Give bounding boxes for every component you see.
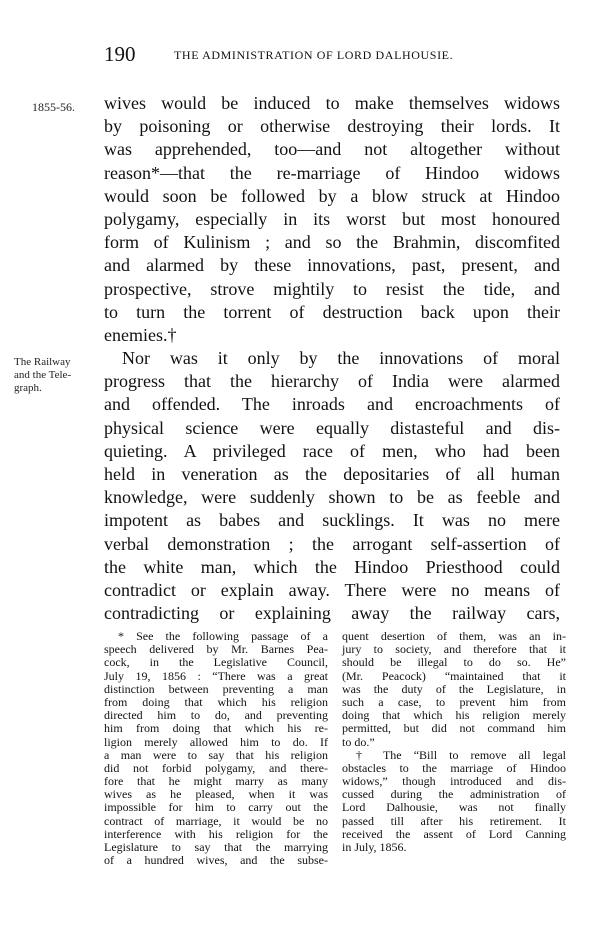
footnote-line: such a case, to prevent him from — [342, 694, 566, 709]
footnote-line: Lord Dalhousie, was not finally — [342, 800, 566, 815]
text-line: by poisoning or otherwise destroying their lords. It — [104, 116, 560, 137]
footnote-line: widows,” though introduced and dis- — [342, 774, 566, 789]
footnote-line: jury to society, and therefore that it — [342, 642, 566, 657]
footnote-line: † The “Bill to remove all legal — [356, 747, 566, 762]
footnote-line: received the assent of Lord Canning — [342, 826, 566, 841]
footnote-line: permitted, but did not command him — [342, 721, 566, 736]
sidenote-line: and the Tele- — [14, 369, 72, 381]
footnote-line: him from doing that which his re- — [104, 721, 328, 736]
footnote-line: cock, in the Legislative Council, — [104, 655, 328, 670]
footnote-column-right — [342, 630, 566, 854]
text-line: was apprehended, too—and not altogether without — [104, 139, 560, 160]
text-line: quieting. A privileged race of men, who had been — [104, 440, 560, 461]
footnote-line: obstacles to the marriage of Hindoo — [342, 760, 566, 775]
footnote-line: quent desertion of them, was an in- — [342, 629, 566, 643]
sidenote-line: graph. — [14, 382, 42, 394]
footnote-line: directed him to do, and preventing — [104, 708, 328, 723]
footnote-line: ligion merely allowed him to do. If — [104, 734, 328, 749]
running-title: THE ADMINISTRATION OF LORD DALHOUSIE. — [174, 48, 454, 62]
text-line: the white man, which the Hindoo Priesthood could — [104, 556, 560, 577]
text-line: and alarmed by these innovations, past, present, and — [104, 255, 560, 276]
footnote-line: fore that he might marry as many — [104, 774, 328, 789]
footnote-line: contract of marriage, it would be no — [104, 813, 328, 828]
text-line: held in veneration as the depositaries of all human — [104, 464, 560, 484]
text-line: and offended. The inroads and encroachments of — [104, 394, 560, 415]
footnote-line: interference with his religion for the — [104, 826, 328, 841]
footnote-line: was the duty of the Legislature, in — [342, 681, 566, 696]
margin-sidenote — [14, 356, 100, 395]
footnote-line: * See the following passage of a — [118, 629, 328, 643]
footnote-column-left — [104, 630, 328, 867]
footnote-line: a man were to say that his religion — [104, 747, 328, 762]
footnote-line: of a hundred wives, and the subse- — [104, 853, 328, 868]
text-line: verbal demonstration ; the arrogant self-assertion of — [104, 533, 560, 554]
text-line: polygamy, especially in its worst but most honoured — [104, 208, 560, 229]
footnote-line: cussed during the administration of — [342, 787, 566, 802]
footnote-line: (Mr. Peacock) “maintained that it — [342, 668, 566, 683]
text-line: form of Kulinism ; and so the Brahmin, discomfited — [104, 232, 560, 253]
text-line: knowledge, were suddenly shown to be as feeble and — [104, 487, 560, 508]
footnote-line: impossible for him to carry out the — [104, 800, 328, 815]
margin-date: 1855-56. — [32, 100, 75, 114]
footnote-line: in July, 1856. — [342, 840, 407, 854]
page-number: 190 — [104, 42, 136, 66]
paragraph-start: Nor was it only by the innovations of moral — [122, 348, 560, 369]
text-line: progress that the hierarchy of India were alarmed — [104, 371, 560, 392]
footnote-line: from doing that which his religion — [104, 694, 328, 709]
main-text — [104, 92, 560, 625]
footnote-line: speech delivered by Mr. Barnes Pea- — [104, 642, 328, 657]
footnote-line: should be illegal to do so. He” — [342, 655, 566, 670]
footnote-line: distinction between preventing a man — [104, 681, 328, 696]
page-header — [104, 42, 564, 70]
text-line: physical science were equally distasteful and dis- — [104, 417, 560, 438]
text-line: contradicting or explaining away the railway cars, — [104, 603, 560, 624]
footnote-line: wives as he pleased, when it was — [104, 787, 328, 802]
footnote-line: passed till after his retirement. It — [342, 813, 566, 828]
text-line: reason*—that the re-marriage of Hindoo widows — [104, 162, 560, 183]
text-line: impotent as babes and sucklings. It was no mere — [104, 510, 560, 531]
text-line: prospective, strove mightily to resist the tide, and — [104, 278, 560, 299]
text-line: would soon be followed by a blow struck at Hindoo — [104, 185, 560, 206]
footnote-line: Legislature to say that the marrying — [104, 840, 328, 854]
footnote-line: July 19, 1856 : “There was a great — [104, 668, 328, 683]
footnote-line: to do.” — [342, 734, 375, 749]
text-line: contradict or explain away. There were no means of — [104, 579, 560, 600]
footnote-line: doing that which his religion merely — [342, 708, 566, 723]
text-line: to turn the torrent of destruction back upon their — [104, 301, 560, 322]
footnote-line: did not forbid polygamy, and there- — [104, 760, 328, 775]
sidenote-line: The Railway — [14, 356, 71, 368]
text-line: enemies.† — [104, 324, 177, 345]
text-line: wives would be induced to make themselves widows — [104, 93, 560, 113]
